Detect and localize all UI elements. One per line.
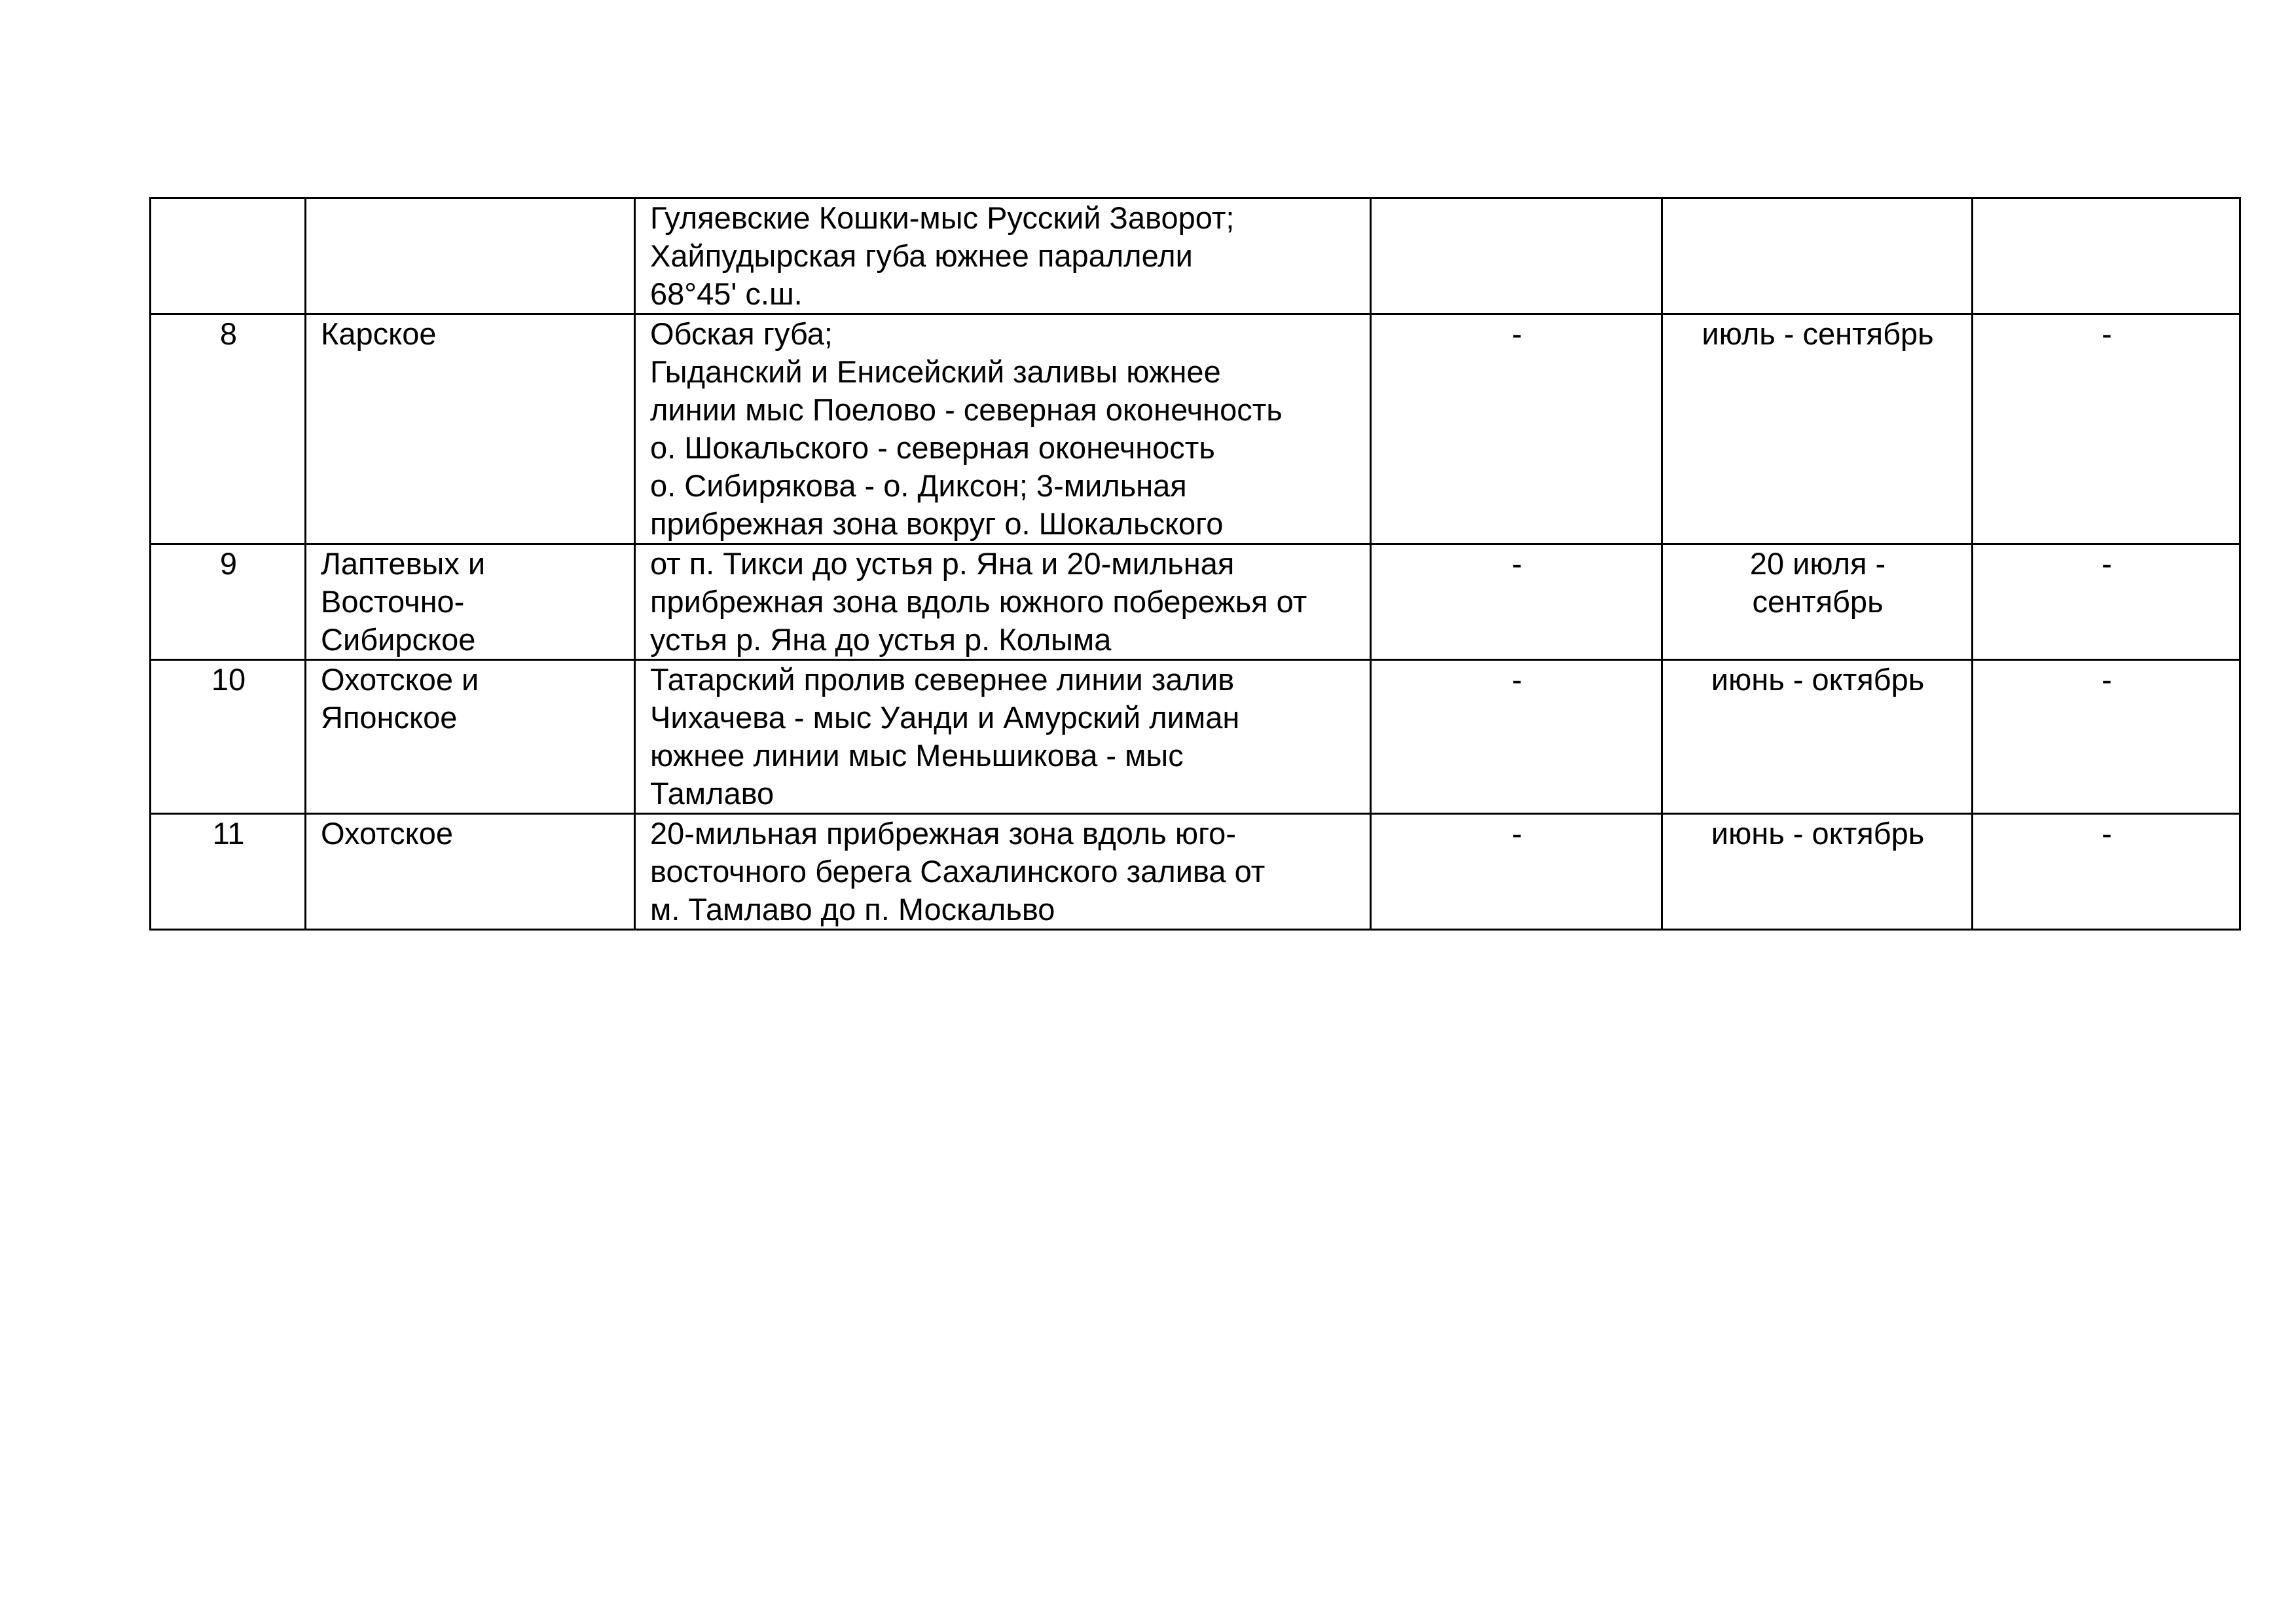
column-4-cell: - [1371,660,1662,814]
column-4-cell: - [1371,544,1662,660]
sea-name-cell: Карское [306,314,635,544]
row-number-cell [151,198,306,314]
row-number-cell: 10 [151,660,306,814]
column-6-cell: - [1973,660,2240,814]
period-cell [1662,198,1973,314]
table-row [151,660,2240,814]
area-description-cell: Татарский пролив севернее линии залив Чихачева - мыс Уанди и Амурский лиман южнее линии мыс Меньшикова - мыс Тамлаво [635,660,1371,814]
period-cell: июнь - октябрь [1662,814,1973,930]
sea-name-cell: Охотское и Японское [306,660,635,814]
sea-name-cell: Охотское [306,814,635,930]
column-6-cell: - [1973,314,2240,544]
row-number-cell: 9 [151,544,306,660]
table-row [151,314,2240,544]
table-row [151,198,2240,314]
area-description-cell: Обская губа; Гыданский и Енисейский заливы южнее линии мыс Поелово - северная оконечность о. Шокальского - северная оконечность о. Сибирякова - о. Диксон; 3-мильная прибрежная зона вокруг о. Шокальского [635,314,1371,544]
area-description-cell: 20-мильная прибрежная зона вдоль юго- восточного берега Сахалинского залива от м. Тамлаво до п. Москальво [635,814,1371,930]
table-row [151,544,2240,660]
period-cell: июль - сентябрь [1662,314,1973,544]
period-cell: июнь - октябрь [1662,660,1973,814]
column-6-cell: - [1973,814,2240,930]
column-4-cell: - [1371,814,1662,930]
sea-name-cell: Лаптевых и Восточно- Сибирское [306,544,635,660]
row-number-cell: 11 [151,814,306,930]
area-description-cell: от п. Тикси до устья р. Яна и 20-мильная прибрежная зона вдоль южного побережья от устья р. Яна до устья р. Колыма [635,544,1371,660]
table-row [151,814,2240,930]
area-description-cell: Гуляевские Кошки-мыс Русский Заворот; Хайпудырская губа южнее параллели 68°45' с.ш. [635,198,1371,314]
row-number-cell: 8 [151,314,306,544]
sea-name-cell [306,198,635,314]
column-6-cell: - [1973,544,2240,660]
regulation-table [149,197,2241,931]
column-4-cell [1371,198,1662,314]
column-6-cell [1973,198,2240,314]
period-cell: 20 июля - сентябрь [1662,544,1973,660]
column-4-cell: - [1371,314,1662,544]
